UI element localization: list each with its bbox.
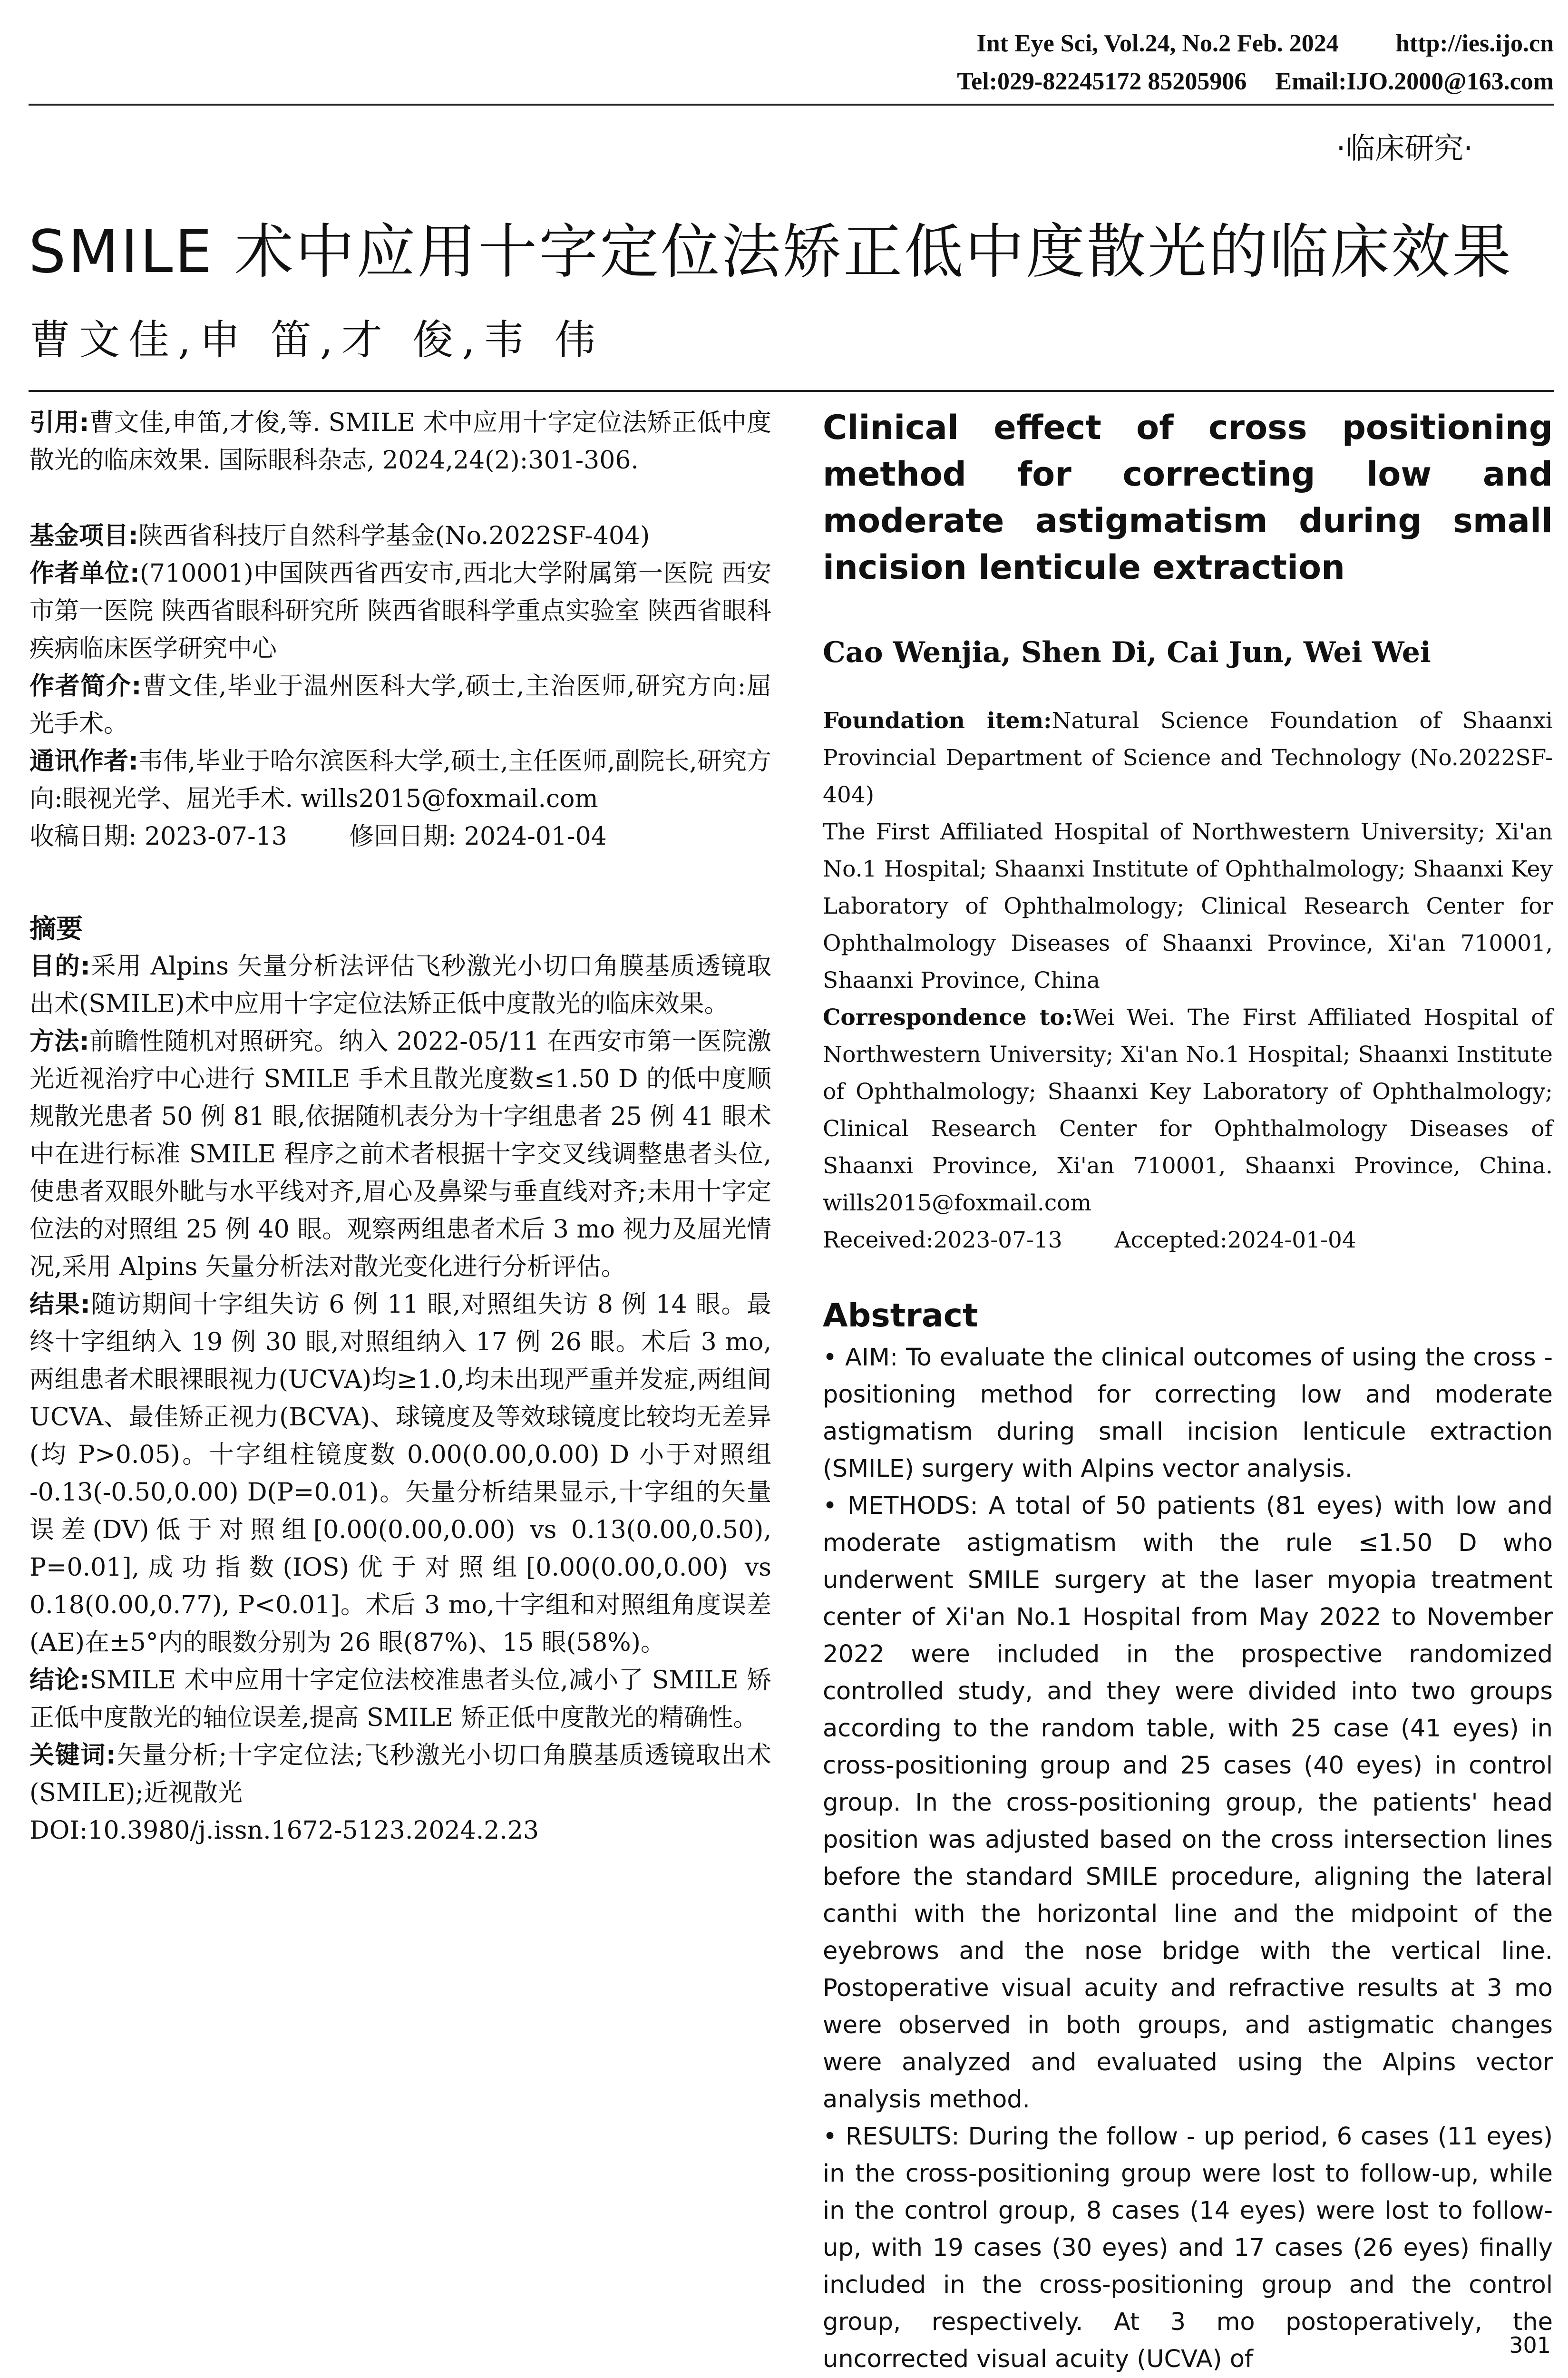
funding-text: 陕西省科技厅自然科学基金(No.2022SF-404) <box>138 522 650 550</box>
funding <box>29 517 771 555</box>
conclusion-text: SMILE 术中应用十字定位法校准患者头位,减小了 SMILE 矫正低中度散光的轴位误差,提高 SMILE 矫正低中度散光的精确性。 <box>29 1666 772 1732</box>
corr-label: 通讯作者: <box>29 747 138 776</box>
english-info <box>823 702 1553 1259</box>
bio-text: 曹文佳,毕业于温州医科大学,硕士,主治医师,研究方向:屈光手术。 <box>29 672 772 738</box>
article-title: SMILE 术中应用十字定位法矫正低中度散光的临床效果 <box>29 218 1513 286</box>
english-title: Clinical effect of cross positioning method for correcting low and moderate astigmatism during small incision lenticule extraction <box>823 408 1553 587</box>
revised-date: 修回日期: 2024-01-04 <box>349 822 607 851</box>
title-divider <box>29 390 1554 392</box>
journal-email[interactable]: Email:IJO.2000@163.com <box>1275 68 1554 95</box>
spacer <box>29 479 771 517</box>
author-bio <box>29 668 771 743</box>
english-funding-text: Natural Science Foundation of Shaanxi Provincial Department of Science and Technology (No.2022SF-404) <box>823 708 1553 808</box>
journal-line-2 <box>957 63 1554 101</box>
article-authors: 曹文佳,申 笛,才 俊,韦 伟 <box>29 316 604 364</box>
english-abstract-heading: Abstract <box>823 1297 978 1335</box>
methods-text: 前瞻性随机对照研究。纳入 2022-05/11 在西安市第一医院激光近视治疗中心进行 SMILE 手术且散光度数≤1.50 D 的低中度顺规散光患者 50 例 81 眼,依据随机表分为十字组患者 25 例 41 眼术中在进行标准 SMILE 程序之前术者根据十字交叉线调整患者头位,使患者双眼外眦与水平线对齐,眉心及鼻梁与垂直线对齐;未用十字定位法的对照组 25 例 40 眼。观察两组患者术后 3 mo 视力及屈光情况,采用 Alpins 矢量分析法对散光变化进行分析评估。 <box>29 1027 771 1281</box>
header-divider <box>29 104 1554 106</box>
keywords <box>29 1737 771 1812</box>
section-label: ·临床研究· <box>1336 131 1473 166</box>
english-abstract <box>823 1339 1553 2378</box>
affiliation-text: (710001)中国陕西省西安市,西北大学附属第一医院 西安市第一医院 陕西省眼科研究所 陕西省眼科学重点实验室 陕西省眼科疾病临床医学研究中心 <box>29 559 772 663</box>
page-number: 301 <box>1509 2332 1551 2358</box>
citation <box>29 404 771 479</box>
results-text: 随访期间十字组失访 6 例 11 眼,对照组失访 8 例 14 眼。最终十字组纳入 19 例 30 眼,对照组纳入 17 例 26 眼。术后 3 mo,两组患者术眼裸眼视力(UCVA)均≥1.0,均未出现严重并发症,两组间 UCVA、最佳矫正视力(BCVA)、球镜度及等效球镜度比较均无差异(均 P>0.05)。十字组柱镜度数 0.00(0.00,0.00) D 小于对照组 -0.13(-0.50,0.00) D(P=0.01)。矢量分析结果显示,十字组的矢量误差(DV)低于对照组[0.00(0.00,0.00) vs 0.13(0.00,0.50), P=0.01],成功指数(IOS)优于对照组[0.00(0.00,0.00) vs 0.18(0.00,0.77), P<0.01]。术后 3 mo,十字组和对照组角度误差(AE)在±5°内的眼数分别为 26 眼(87%)、15 眼(58%)。 <box>29 1290 771 1657</box>
journal-tel: Tel:029-82245172 85205906 <box>957 68 1247 95</box>
abstract-aim <box>29 948 771 1023</box>
citation-label: 引用: <box>29 409 89 437</box>
abstract-methods <box>29 1023 771 1286</box>
methods-label: 方法: <box>29 1027 89 1056</box>
corresponding-author <box>29 743 771 818</box>
bio-label: 作者简介: <box>29 672 142 701</box>
keywords-text: 矢量分析;十字定位法;飞秒激光小切口角膜基质透镜取出术(SMILE);近视散光 <box>29 1741 772 1807</box>
english-affiliation: The First Affiliated Hospital of Northwestern University; Xi'an No.1 Hospital; Shaanxi Institute of Ophthalmology; Shaanxi Key Laboratory of Ophthalmology; Clinical Research Center for Ophthalmology Diseases of Shaanxi Province, Xi'an 710001, Shaanxi Province, China <box>823 819 1553 994</box>
spacer <box>29 856 771 910</box>
funding-label: 基金项目: <box>29 522 138 550</box>
corr-text: 韦伟,毕业于哈尔滨医科大学,硕士,主任医师,副院长,研究方向:眼视光学、屈光手术. wills2015@foxmail.com <box>29 747 772 813</box>
abstract-heading: 摘要 <box>29 914 83 945</box>
keywords-label: 关键词: <box>29 1741 116 1770</box>
dates <box>29 818 771 856</box>
english-funding-label: Foundation item: <box>823 708 1052 734</box>
aim-label: 目的: <box>29 952 90 981</box>
english-authors: Cao Wenjia, Shen Di, Cai Jun, Wei Wei <box>823 636 1431 669</box>
results-label: 结果: <box>29 1290 90 1319</box>
affiliation-label: 作者单位: <box>29 559 140 588</box>
english-results: • RESULTS: During the follow - up period, 6 cases (11 eyes) in the cross-positioning group were lost to follow-up, while in the control group, 8 cases (14 eyes) were lost to follow-up, with 19 cases (30 eyes) and 17 cases (26 eyes) finally included in the cross-positioning group and the control group, respectively. At 3 mo postoperatively, the uncorrected visual acuity (UCVA) of <box>823 2123 1553 2373</box>
english-corr-text: Wei Wei. The First Affiliated Hospital of Northwestern University; Xi'an No.1 Hospital; Shaanxi Institute of Ophthalmology; Shaanxi Key Laboratory of Ophthalmology; Clinical Research Center for Ophthalmology Diseases of Shaanxi Province, Xi'an 710001, Shaanxi Province, China. wills2015@foxmail.com <box>823 1004 1553 1216</box>
received-date: 收稿日期: 2023-07-13 <box>29 822 287 851</box>
citation-text: 曹文佳,申笛,才俊,等. SMILE 术中应用十字定位法矫正低中度散光的临床效果. 国际眼科杂志, 2024,24(2):301-306. <box>29 409 772 475</box>
affiliation <box>29 555 771 668</box>
english-received: Received:2023-07-13 <box>823 1227 1062 1253</box>
english-funding <box>823 702 1553 814</box>
english-dates <box>823 1222 1553 1259</box>
english-corr-label: Correspondence to: <box>823 1004 1073 1031</box>
journal-volume: Int Eye Sci, Vol.24, No.2 Feb. 2024 <box>976 30 1339 57</box>
english-methods: • METHODS: A total of 50 patients (81 eyes) with low and moderate astigmatism with the rule ≤1.50 D who underwent SMILE surgery at the laser myopia treatment center of Xi'an No.1 Hospital from May 2022 to November 2022 were included in the prospective randomized controlled study, and they were divided into two groups according to the random table, with 25 case (41 eyes) in cross-positioning group and 25 cases (40 eyes) in control group. In the cross-positioning group, the patients' head position was adjusted based on the cross intersection lines before the standard SMILE procedure, aligning the lateral canthi with the horizontal line and the midpoint of the eyebrows and the nose bridge with the vertical line. Postoperative visual acuity and refractive results at 3 mo were observed in both groups, and astigmatic changes were analyzed and evaluated using the Alpins vector analysis method. <box>823 1492 1553 2114</box>
english-accepted: Accepted:2024-01-04 <box>1114 1227 1356 1253</box>
conclusion-label: 结论: <box>29 1666 90 1695</box>
english-aim: • AIM: To evaluate the clinical outcomes of using the cross - positioning method for correcting low and moderate astigmatism during small incision lenticule extraction (SMILE) surgery with Alpins vector analysis. <box>823 1344 1553 1483</box>
journal-header <box>957 25 1554 101</box>
journal-line-1 <box>957 25 1554 63</box>
aim-text: 采用 Alpins 矢量分析法评估飞秒激光小切口角膜基质透镜取出术(SMILE)术中应用十字定位法矫正低中度散光的临床效果。 <box>29 952 772 1018</box>
english-correspondence <box>823 999 1553 1222</box>
doi[interactable]: DOI:10.3980/j.issn.1672-5123.2024.2.23 <box>29 1816 539 1845</box>
english-column <box>823 404 1553 2378</box>
journal-website[interactable]: http://ies.ijo.cn <box>1395 30 1554 57</box>
chinese-column <box>29 404 771 1850</box>
abstract-conclusion <box>29 1662 771 1737</box>
abstract-results <box>29 1286 771 1662</box>
